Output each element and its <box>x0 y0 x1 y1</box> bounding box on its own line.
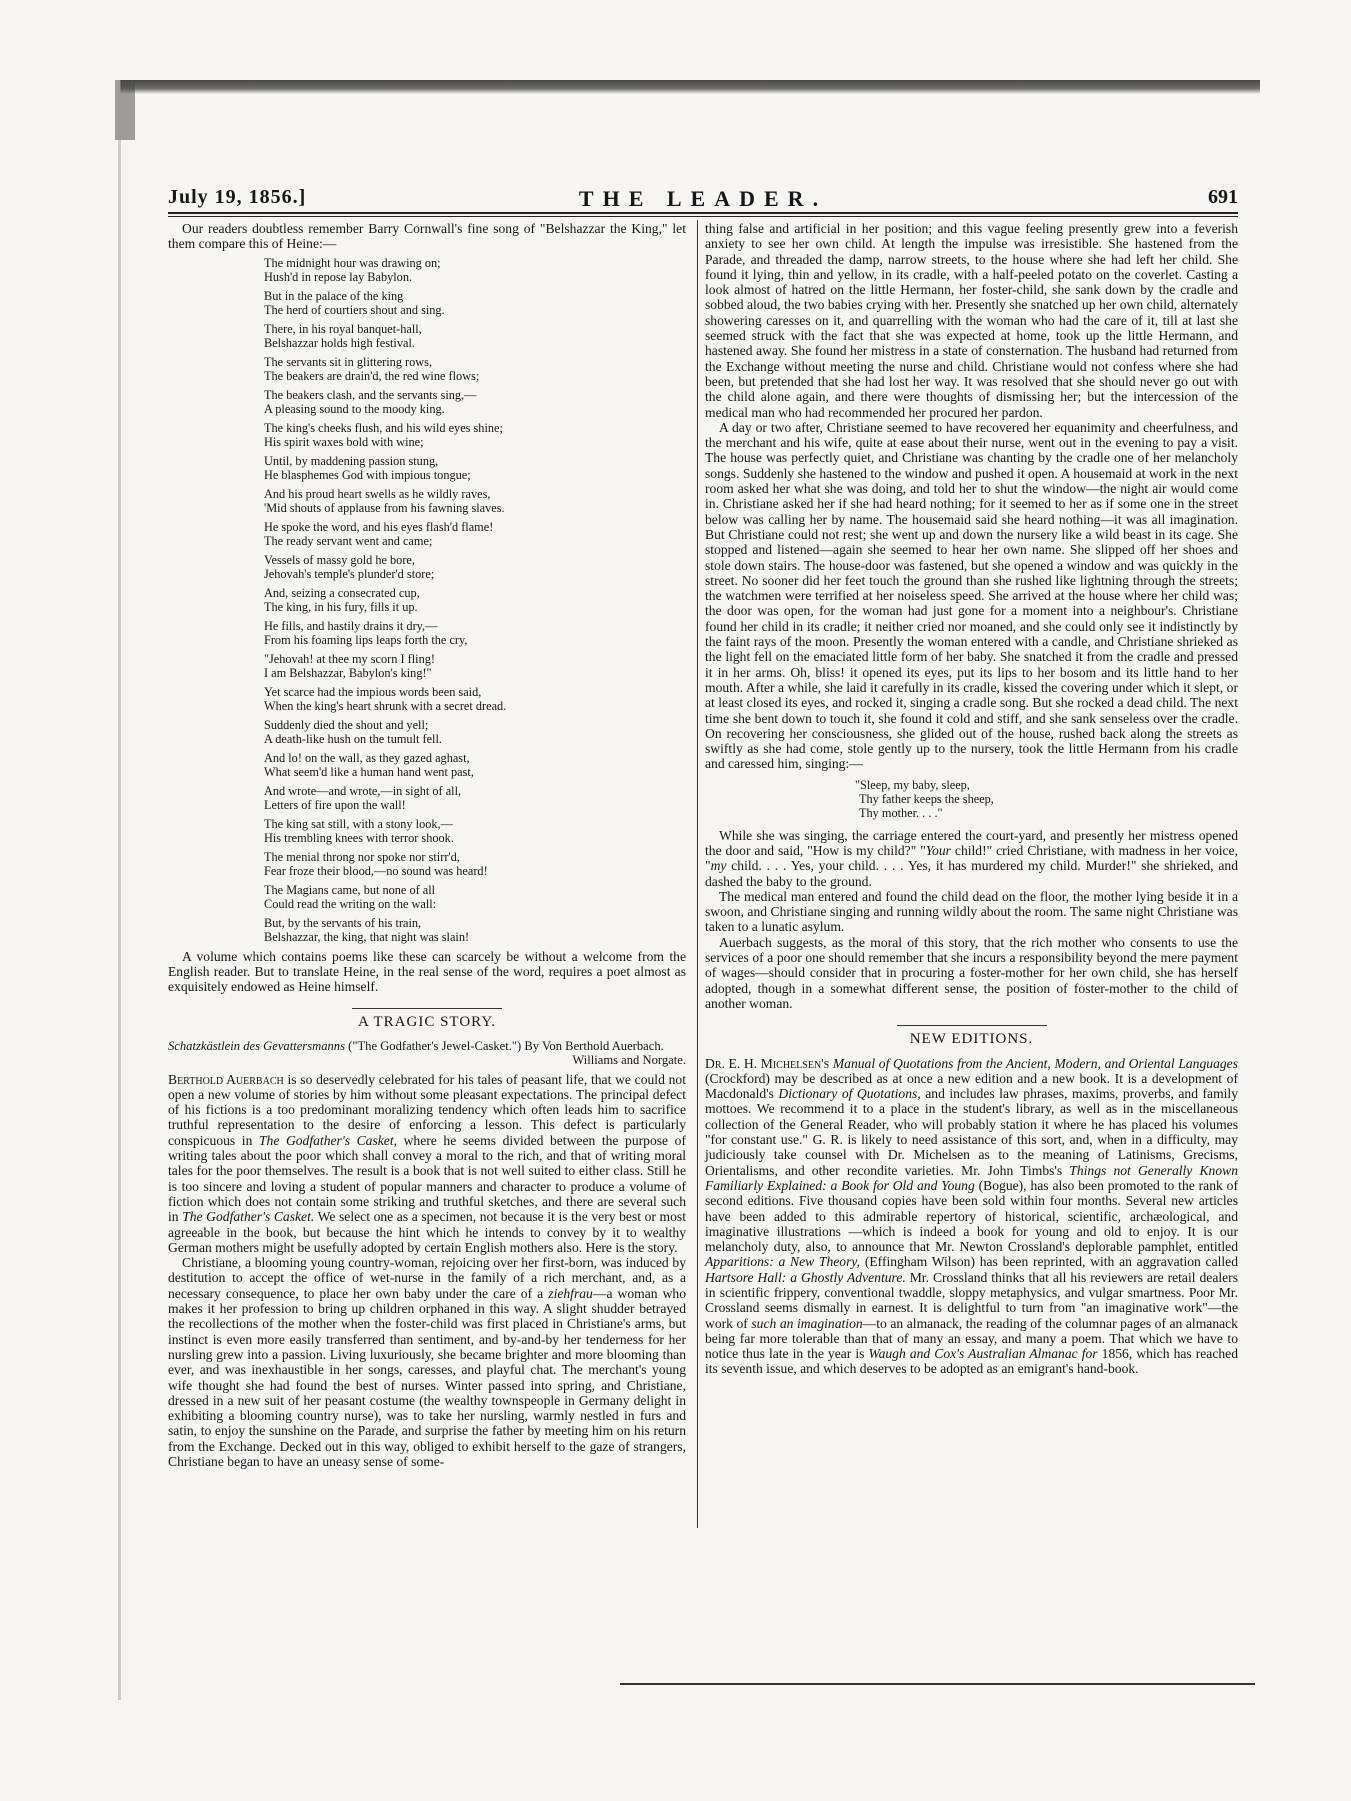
citation-title: Schatzkästlein des Gevattersmanns <box>168 1038 345 1053</box>
poem-line: The king, in his fury, fills it up. <box>264 599 418 614</box>
poem-line: A death-like hush on the tumult fell. <box>264 731 442 746</box>
poem-stanza <box>264 883 686 911</box>
paragraph-text: —a woman who makes it her profession to bring up children orphaned in this way. A slight shudder betrayed the recollections of the mother when the foster-child was first placed in Christiane's arms, but instinct is even more easily transferred than sentiment, and by-and-by her tenderness for her nursling grew into a passion. Living luxuriously, she became brighter and more blooming than ever, and was inexhaustible in her songs, caresses, and playful chat. The merchant's young wife thought she had found the best of nurses. Winter passed into spring, and Christiane, dressed in a new suit of her peasant costume (the wealthy townspeople in Germany delight in exhibiting a blooming country nurse), was to take her nursling, warmly nestled in furs and satin, to enjoy the sunshine on the Parade, and surprise the father by meeting him on his return from the Exchange. Decked out in this way, obliged to exhibit herself to the gaze of strangers, Christiane began to have an uneasy sense of some- <box>168 1285 687 1470</box>
poem-stanza <box>264 685 686 713</box>
poem-stanza <box>264 817 686 845</box>
cradle-song <box>855 778 1238 820</box>
emphasis: Your <box>925 842 951 858</box>
paragraph-text: We select one as a specimen, not because it is the very best or most agreeable in the book, but because the hint which he intends to convey by it to wealthy German mothers might be usefully adopted by certain English mothers also. Here is the story. <box>168 1209 686 1255</box>
paragraph-text: —to an almanack, the reading of the columnar pages of an almanack being far more tolerable than that of many an essay, and many a poem. That which we have to notice thus late in the year is <box>705 1315 1238 1362</box>
heine-conclusion: A volume which contains poems like these can scarcely be without a welcome from the English reader. But to translate Heine, in the real sense of the word, requires a poet almost as exquisitely endowed as Heine himself. <box>168 948 686 995</box>
paragraph-text: While she was singing, the carriage entered the court-yard, and presently her mistress opened the door and said, "How is my child?" " <box>705 827 1238 858</box>
poem-line: The king's cheeks flush, and his wild eyes shine; <box>264 420 503 435</box>
book-title: Dictionary of Quotations, <box>778 1086 921 1102</box>
poem-stanza <box>264 751 686 779</box>
poem-line: He spoke the word, and his eyes flash'd flame! <box>264 519 494 534</box>
poem-line: The Magians came, but none of all <box>264 882 436 897</box>
header-rule <box>168 212 1238 214</box>
poem-stanza <box>264 454 686 482</box>
new-editions-heading: NEW EDITIONS. <box>909 1031 1034 1048</box>
right-column <box>705 221 1238 1377</box>
poem-line: When the king's heart shrunk with a secret dread. <box>264 698 507 713</box>
page-number: 691 <box>1208 186 1238 208</box>
poem-line: What seem'd like a human hand went past, <box>264 764 474 779</box>
poem-line: Yet scarce had the impious words been said, <box>264 684 482 699</box>
poem-line: There, in his royal banquet-hall, <box>264 321 422 336</box>
poem-line: Belshazzar, the king, that night was slain! <box>264 929 470 944</box>
poem-stanza <box>264 619 686 647</box>
poem-stanza <box>264 850 686 878</box>
poem-stanza <box>264 355 686 383</box>
scan-left-edge <box>118 80 121 1700</box>
column-divider <box>697 220 698 1528</box>
poem-line: A pleasing sound to the moody king. <box>264 401 445 416</box>
paragraph-text: is so deservedly celebrated for his tales of peasant life, that we could not open a new volume of stories by him without some pleasant expectations. The principal defect of his fictions is a too predominant moralizing tendency which often leads him to sacrifice truthful representation to the desire of enforcing a lesson. This defect is particularly conspicuous in <box>168 1071 686 1148</box>
poem-line: From his foaming lips leaps forth the cry, <box>264 632 468 647</box>
paragraph-text: child. . . . Yes, your child. . . . Yes, it has murdered my child. Murder!" she shrieked, and dashed the baby to the ground. <box>705 858 1238 889</box>
poem-line: His spirit waxes bold with wine; <box>264 434 424 449</box>
issue-date: July 19, 1856.] <box>168 186 307 208</box>
poem-line: Vessels of massy gold he bore, <box>264 552 415 567</box>
author-name: Berthold Auerbach <box>168 1071 284 1087</box>
poem-line: Hush'd in repose lay Babylon. <box>264 269 413 284</box>
bottom-rule <box>620 1683 1255 1685</box>
poem-line: "Jehovah! at thee my scorn I fling! <box>264 651 435 666</box>
poem-stanza <box>264 388 686 416</box>
poem-line: And lo! on the wall, as they gazed aghast, <box>264 750 470 765</box>
paragraph-text: Mr. Crossland thinks that all his reviewers are retail dealers in scientific frippery, conventional twaddle, sloppy metaphysics, and vulgar smartness. Poor Mr. Crossland seems dismally in earnest. It is delightful to turn from "an imaginative work"—the work of <box>705 1269 1238 1331</box>
story-paragraph <box>705 828 1238 889</box>
poem-line: The beakers are drain'd, the red wine flows; <box>264 368 480 383</box>
book-title: The Godfather's Casket, <box>258 1132 398 1148</box>
poem-stanza <box>264 784 686 812</box>
poem-line: His trembling knees with terror shook. <box>264 830 454 845</box>
paragraph-text: 1856, which has reached its seventh issue, and which deserves to be adopted as an emigrant's hand-book. <box>705 1346 1238 1377</box>
emphasis: my <box>710 858 727 874</box>
poem-stanza <box>264 553 686 581</box>
poem-line: I am Belshazzar, Babylon's king!" <box>264 665 432 680</box>
paragraph-text: (Bogue), has also been promoted to the rank of second editions. Five thousand copies have been sold within four months. Several new articles have been added to this admirable repertory of historical, scientific, archæological, and imaginative illustrations —which is indeed a book for young and old to enjoy. It is our melancholy duty, also, to announce that Mr. Newton Crossland's deplorable pamphlet, entitled <box>705 1177 1238 1255</box>
story-continuation: thing false and artificial in her position; and this vague feeling presently grew into a feverish anxiety to see her own child. At length the impulse was irresistible. She hastened from the Parade, and threaded the damp, narrow streets, to the house where she had left her child. She found it lying, thin and yellow, in its cradle, with a half-peeled potato on the coverlet. Casting a look almost of hatred on the little Hermann, her foster-child, she sank down by the cradle and sobbed aloud, the two babies crying with her. Presently she snatched up her own child, alternately showering caresses on it, and quarrelling with the woman who had the care of it, till at last she seemed struck with the fact that she was expected at home, took up the little Hermann, and hastened away. She found her mistress in a state of consternation. The husband had returned from the Exchange without meeting the nurse and child. Christiane would not confess where she had been, but pretended that she had lost her way. It was resolved that she should never go out with the child alone again, and there were thoughts of dismissing her; but the intercession of the medical man who had recommended her procured her pardon. <box>705 221 1238 420</box>
poem-line: He fills, and hastily drains it dry,— <box>264 618 438 633</box>
poem-line: Until, by maddening passion stung, <box>264 453 439 468</box>
story-paragraph: The medical man entered and found the child dead on the floor, the mother lying beside it in a swoon, and Christiane singing and running wildly about the room. The same night Christiane was taken to a lunatic asylum. <box>705 888 1238 935</box>
paragraph-text: where he seems divided between the purpose of writing tales about the poor which shall convey a moral to the rich, and that of writing moral tales for the poor themselves. The result is a book that is not well suited to either class. Still he is too sincere and loving a student of popular manners and character to produce a volume of fiction which does not contain some striking and truthful sketches, and there are several such in <box>168 1132 686 1225</box>
book-title: Things not Generally Known Familiarly Explained: a Book for Old and Young <box>705 1162 1238 1193</box>
left-column <box>168 221 686 1469</box>
poem-stanza <box>264 289 686 317</box>
newspaper-title: THE LEADER. <box>578 186 828 211</box>
book-title: Waugh and Cox's Australian Almanac for <box>868 1346 1098 1362</box>
poem-line: Suddenly died the shout and yell; <box>264 717 429 732</box>
paragraph-text: (Effingham Wilson) has been reprinted, with an aggravation called <box>864 1254 1239 1270</box>
poem-stanza <box>264 652 686 680</box>
poem-line: And wrote—and wrote,—in sight of all, <box>264 783 462 798</box>
section-separator <box>897 1025 1047 1026</box>
book-title: Manual of Quotations from the Ancient, Modern, and Oriental Languages <box>832 1055 1238 1071</box>
poem-line: Jehovah's temple's plunder'd store; <box>264 566 435 581</box>
paragraph-text: (Crockford) may be described as at once a new edition and a new book. It is a development of Macdonald's <box>705 1070 1238 1102</box>
poem-line: The menial throng nor spoke nor stirr'd, <box>264 849 460 864</box>
paragraph-text: Christiane, a blooming young country-woman, rejoicing over her first-born, was induced by destitution to accept the office of wet-nurse in the family of a rich merchant, and, as a necessary consequence, to place her own baby under the care of a <box>168 1255 686 1301</box>
poem-stanza <box>264 916 686 944</box>
tragic-story-heading: A TRAGIC STORY. <box>358 1014 496 1031</box>
section-separator <box>352 1008 502 1009</box>
foreign-word: ziehfrau <box>548 1285 593 1301</box>
belshazzar-poem <box>264 256 686 944</box>
lullaby-line: Thy father keeps the sheep, <box>859 791 994 806</box>
poem-line: Fear froze their blood,—no sound was heard! <box>264 863 488 878</box>
story-paragraph <box>168 1255 686 1469</box>
poem-stanza <box>264 322 686 350</box>
poem-stanza <box>264 487 686 515</box>
header-rule-thin <box>168 216 1238 217</box>
heine-intro: Our readers doubtless remember Barry Cornwall's fine song of "Belshazzar the King," let them compare this of Heine:— <box>168 221 686 252</box>
poem-line: And his proud heart swells as he wildly raves, <box>264 486 491 501</box>
story-moral: Auerbach suggests, as the moral of this story, that the rich mother who consents to use the services of a poor one should remember that she incurs a responsibility beyond the mere payment of wages—should consider that in procuring a foster-mother for her own child, she has herself adopted, though in a somewhat different sense, the position of foster-mother to the child of another woman. <box>705 934 1238 1011</box>
paragraph-text: child!" cried Christiane, with madness in her voice, " <box>705 842 1238 874</box>
lullaby-line: "Sleep, my baby, sleep, <box>855 777 970 792</box>
new-editions-paragraph <box>705 1056 1238 1377</box>
poem-line: The midnight hour was drawing on; <box>264 255 441 270</box>
poem-stanza <box>264 520 686 548</box>
poem-line: The king sat still, with a stony look,— <box>264 816 453 831</box>
poem-line: And, seizing a consecrated cup, <box>264 585 420 600</box>
citation-details: ("The Godfather's Jewel-Casket.") By Von Berthold Auerbach. <box>348 1038 664 1053</box>
story-paragraph: A day or two after, Christiane seemed to have recovered her equanimity and cheerfulness, and the merchant and his wife, quite at ease about their nurse, went out in the evening to pay a visit. The house was perfectly quiet, and Christiane was chanting by the cradle one of her melancholy songs. Suddenly she hastened to the window and pushed it open. A housemaid at work in the next room asked her what she was doing, and told her to shut the window—the night air would come in. Christiane asked her if she had heard nothing; for it seemed to her as if some one in the street below was calling her by name. The housemaid said she heard nothing—it was all imagination. But Christiane could not rest; she went up and down the nursery like a wild beast in its cage. She stopped and listened—again she seemed to hear her own name. She slipped off her shoes and stole down stairs. The house-door was fastened, but she opened a window and was quickly in the street. No sooner did her feet touch the ground than she rushed like lightning through the streets; the watchmen were terrified at her noiseless speed. She arrived at the house where her child was; the door was open, for the woman had just gone for a moment into a neighbour's. Christiane found her child in its cradle; it neither cried nor moaned, and she could only see it indistinctly by the faint rays of the moon. Presently the woman entered with a candle, and Christiane shrieked as the light fell on the emaciated little form of her baby. She snatched it from the cradle and pressed it in her arms. Oh, bliss! it opened its eyes, put its lips to her bosom and its little hand to her mouth. After a while, she laid it carefully in its cradle, kissed the covering under which it slept, or at least closed its eyes, and rocked it, singing a cradle song. But she rocked a dead child. The next time she bent down to touch it, she found it cold and stiff, and she sank senseless over the cradle. On recovering her consciousness, she glided out of the house, rushed back along the streets as swiftly as she had come, stole gently up to the nursery, took the little Hermann from his cradle and caressed him, singing:— <box>705 419 1238 772</box>
book-title: The Godfather's Casket. <box>182 1209 315 1225</box>
tragic-story-paragraph <box>168 1072 686 1256</box>
poem-stanza <box>264 586 686 614</box>
book-citation <box>168 1039 686 1068</box>
paragraph-text: and includes law phrases, maxims, proverbs, and family mottoes. We recommend it to a place in the student's library, as well as in the miscellaneous collection of the General Reader, who will probably station it where he has placed his volumes "for constant use." G. R. is likely to need assistance of this sort, and, when in a difficulty, may judiciously take counsel with Dr. Michelsen as to the meaning of Latinisms, Grecisms, Orientalisms, and other recondite varieties. Mr. John Timbs's <box>705 1086 1238 1178</box>
book-title: Hartsore Hall: a Ghostly Adventure. <box>705 1269 906 1285</box>
emphasis: such an imagination <box>751 1315 863 1331</box>
poem-stanza <box>264 421 686 449</box>
poem-line: 'Mid shouts of applause from his fawning slaves. <box>264 500 505 515</box>
author-name: Dr. E. H. Michelsen's <box>705 1055 830 1071</box>
scan-top-band <box>120 80 1260 94</box>
poem-line: The ready servant went and came; <box>264 533 433 548</box>
poem-stanza <box>264 256 686 284</box>
poem-line: The herd of courtiers shout and sing. <box>264 302 445 317</box>
poem-line: The servants sit in glittering rows, <box>264 354 433 369</box>
book-title: Apparitions: a New Theory, <box>705 1254 861 1270</box>
poem-line: Belshazzar holds high festival. <box>264 335 415 350</box>
poem-line: Could read the writing on the wall: <box>264 896 437 911</box>
poem-line: But in the palace of the king <box>264 288 404 303</box>
lullaby-line: Thy mother. . . ." <box>859 805 943 820</box>
poem-line: He blasphemes God with impious tongue; <box>264 467 471 482</box>
poem-line: But, by the servants of his train, <box>264 915 422 930</box>
poem-line: Letters of fire upon the wall! <box>264 797 406 812</box>
poem-stanza <box>264 718 686 746</box>
citation-publisher: Williams and Norgate. <box>572 1053 686 1068</box>
poem-line: The beakers clash, and the servants sing,— <box>264 387 477 402</box>
